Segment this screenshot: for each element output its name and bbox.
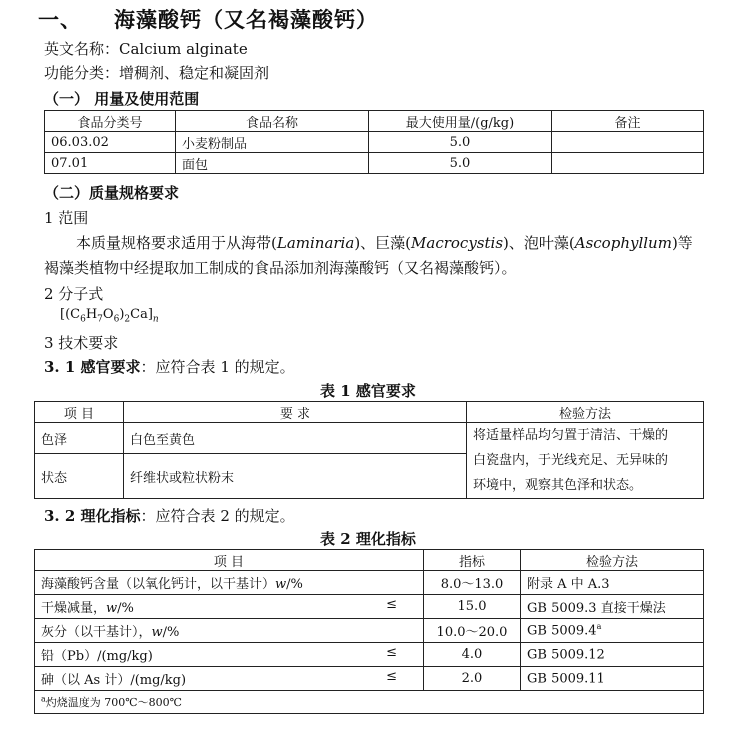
table-cell: 10.0～20.0 bbox=[424, 619, 521, 643]
text-span: )、巨藻( bbox=[354, 234, 412, 252]
footnote-cell bbox=[35, 691, 704, 714]
sensory-label: 3. 1 感官要求 bbox=[44, 358, 141, 376]
text-span: )、泡叶藻( bbox=[503, 234, 575, 252]
table-cell: 面包 bbox=[176, 153, 369, 174]
footnote-mark: a bbox=[41, 694, 46, 704]
table-cell bbox=[521, 643, 704, 667]
text-span: )等 bbox=[671, 234, 693, 252]
table-row bbox=[45, 153, 704, 174]
table-cell: 纤维状或粒状粉末 bbox=[124, 454, 467, 499]
scope-paragraph-line2: 褐藻类植物中经提取加工制成的食品添加剂海藻酸钙（又名褐藻酸钙）。 bbox=[44, 259, 517, 277]
formula-part: O bbox=[102, 307, 114, 322]
section-usage-heading: （一） 用量及使用范围 bbox=[44, 90, 200, 108]
table-cell bbox=[521, 571, 704, 595]
method-cell bbox=[467, 423, 704, 499]
italic-term: Macrocystis bbox=[411, 234, 504, 252]
physchem-text: ：应符合表 2 的规定。 bbox=[140, 507, 295, 525]
col-header: 检验方法 bbox=[467, 402, 704, 423]
physchem-label: 3. 2 理化指标 bbox=[44, 507, 141, 525]
item-text: 海藻酸钙含量（以氧化钙计，以干基计） bbox=[41, 577, 276, 592]
table-cell bbox=[552, 132, 704, 153]
table-cell: 2.0 bbox=[424, 667, 521, 691]
footnote-row bbox=[35, 691, 704, 714]
formula-part: H bbox=[85, 307, 98, 322]
item-unit: /% bbox=[286, 577, 303, 592]
scope-paragraph-line1 bbox=[76, 231, 693, 256]
table-row bbox=[45, 132, 704, 153]
table1-caption: 表 1 感官要求 bbox=[320, 382, 416, 400]
table-row bbox=[35, 595, 704, 619]
method-text: GB 5009.3 直接干燥法 bbox=[527, 601, 666, 616]
method-text: 附录 A 中 A.3 bbox=[527, 577, 610, 592]
le-symbol: ≤ bbox=[386, 669, 397, 684]
table-cell: 5.0 bbox=[369, 132, 552, 153]
tech-title: 3 技术要求 bbox=[44, 334, 119, 352]
method-line: 将适量样品均匀置于清洁、干燥的 bbox=[473, 428, 669, 443]
table-cell: 小麦粉制品 bbox=[176, 132, 369, 153]
table-cell bbox=[35, 667, 424, 691]
formula-part: [(C bbox=[60, 307, 81, 322]
function-class: 功能分类：增稠剂、稳定和凝固剂 bbox=[44, 64, 270, 82]
heading-title: 海藻酸钙（又名褐藻酸钙） bbox=[114, 7, 378, 32]
formula-sub: 7 bbox=[97, 314, 103, 325]
table-cell: 07.01 bbox=[45, 153, 176, 174]
heading-number: 一、 bbox=[38, 7, 82, 32]
col-header: 要 求 bbox=[124, 402, 467, 423]
le-symbol: ≤ bbox=[386, 597, 397, 612]
col-header: 备注 bbox=[552, 111, 704, 132]
table-cell: 色泽 bbox=[35, 423, 124, 454]
scope-title: 1 范围 bbox=[44, 209, 89, 227]
table-row bbox=[35, 619, 704, 643]
table-cell bbox=[521, 619, 704, 643]
table-header-row bbox=[35, 550, 704, 571]
formula-sub: 2 bbox=[124, 314, 131, 325]
table-cell: 白色至黄色 bbox=[124, 423, 467, 454]
footnote-text: 灼烧温度为 700℃～800℃ bbox=[45, 696, 182, 709]
table-header-row bbox=[35, 402, 704, 423]
table-cell: 06.03.02 bbox=[45, 132, 176, 153]
formula-part: ) bbox=[119, 307, 125, 322]
table-cell bbox=[552, 153, 704, 174]
col-header: 项 目 bbox=[35, 550, 424, 571]
item-unit: w bbox=[106, 601, 118, 616]
formula-part: Ca] bbox=[130, 307, 153, 322]
sensory-table bbox=[34, 401, 704, 499]
item-text: 干燥减量， bbox=[41, 601, 107, 616]
usage-table bbox=[44, 110, 704, 174]
table-cell bbox=[35, 619, 424, 643]
italic-term: Laminaria bbox=[276, 234, 355, 252]
section-quality-heading: （二）质量规格要求 bbox=[44, 184, 180, 202]
table-cell bbox=[35, 595, 424, 619]
method-text: GB 5009.12 bbox=[527, 647, 605, 663]
table-cell: 15.0 bbox=[424, 595, 521, 619]
table-row bbox=[35, 571, 704, 595]
table-cell bbox=[521, 667, 704, 691]
physchem-line bbox=[44, 505, 295, 526]
table-cell bbox=[521, 595, 704, 619]
sensory-text: ：应符合表 1 的规定。 bbox=[140, 358, 295, 376]
method-line: 白瓷盘内，于光线充足、无异味的 bbox=[473, 453, 669, 468]
page-heading bbox=[38, 4, 378, 34]
table-row bbox=[35, 423, 704, 454]
table-cell: 5.0 bbox=[369, 153, 552, 174]
item-unit: w bbox=[151, 625, 163, 640]
table2-caption: 表 2 理化指标 bbox=[320, 530, 416, 548]
italic-term: Ascophyllum bbox=[574, 234, 672, 252]
le-symbol: ≤ bbox=[386, 645, 397, 660]
table-cell: 状态 bbox=[35, 454, 124, 499]
item-unit: /% bbox=[162, 625, 180, 640]
method-line: 环境中，观察其色泽和状态。 bbox=[473, 478, 643, 493]
english-name: 英文名称：Calcium alginate bbox=[44, 40, 248, 58]
molecular-formula bbox=[60, 307, 159, 325]
sensory-line bbox=[44, 356, 295, 377]
physchem-table bbox=[34, 549, 704, 714]
item-unit: w bbox=[275, 577, 287, 592]
table-header-row bbox=[45, 111, 704, 132]
formula-sub: 6 bbox=[113, 314, 120, 325]
col-header: 指标 bbox=[424, 550, 521, 571]
table-cell: 8.0～13.0 bbox=[424, 571, 521, 595]
item-text: 铅（Pb）/(mg/kg) bbox=[41, 649, 153, 664]
formula-title: 2 分子式 bbox=[44, 285, 104, 303]
col-header: 食品名称 bbox=[176, 111, 369, 132]
table-row bbox=[35, 643, 704, 667]
col-header: 最大使用量/(g/kg) bbox=[369, 111, 552, 132]
item-text: 灰分（以干基计）， bbox=[41, 625, 152, 640]
footnote-mark: a bbox=[596, 622, 602, 632]
text-span: 本质量规格要求适用于从海带( bbox=[76, 234, 277, 252]
method-text: GB 5009.11 bbox=[527, 671, 605, 687]
table-row bbox=[35, 667, 704, 691]
col-header: 食品分类号 bbox=[45, 111, 176, 132]
formula-sub: n bbox=[152, 314, 159, 325]
col-header: 项 目 bbox=[35, 402, 124, 423]
table-cell bbox=[35, 643, 424, 667]
col-header: 检验方法 bbox=[521, 550, 704, 571]
method-text: GB 5009.4 bbox=[527, 623, 597, 639]
item-unit: /% bbox=[117, 601, 134, 616]
formula-sub: 6 bbox=[80, 314, 86, 325]
table-cell bbox=[35, 571, 424, 595]
item-text: 砷（以 As 计）/(mg/kg) bbox=[41, 673, 187, 688]
table-cell: 4.0 bbox=[424, 643, 521, 667]
